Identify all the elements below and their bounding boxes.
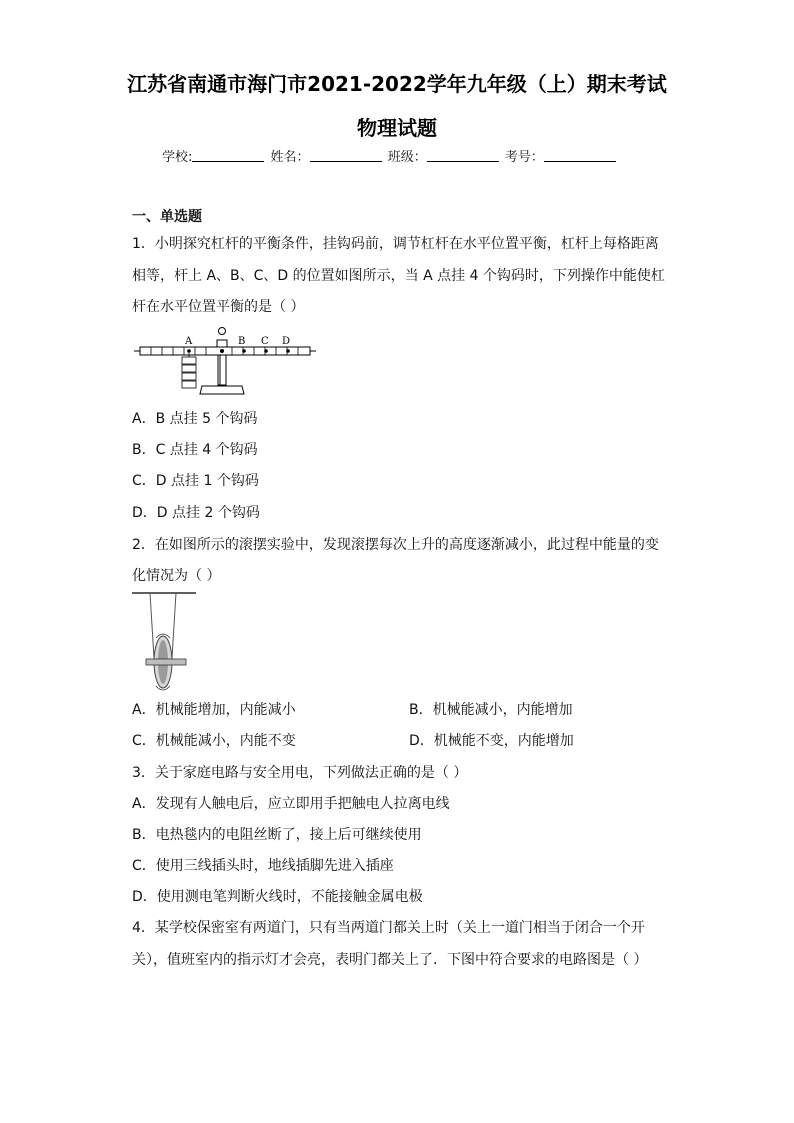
q3-option-c: C．使用三线插头时，地线插脚先进入插座 xyxy=(132,858,394,874)
exam-subject-title: 物理试题 xyxy=(357,116,437,140)
school-label: 学校: xyxy=(162,150,193,165)
class-label: 班级： xyxy=(387,150,427,165)
q1-option-c: C．D 点挂 1 个钩码 xyxy=(132,473,259,489)
lever-figure xyxy=(132,324,317,396)
lever-label-d: D xyxy=(282,336,291,347)
q4-line-2: 关），值班室内的指示灯才会亮，表明门都关上了．下图中符合要求的电路图是（ ） xyxy=(132,952,648,968)
q3-option-d: D．使用测电笔判断火线时，不能接触金属电极 xyxy=(132,889,423,905)
q1-option-a: A．B 点挂 5 个钩码 xyxy=(132,411,258,427)
name-label: 姓名： xyxy=(270,150,310,165)
q3-option-b: B．电热毯内的电阻丝断了，接上后可继续使用 xyxy=(132,827,422,843)
q2-option-b: B．机械能减小，内能增加 xyxy=(409,702,573,718)
q1-option-d: D．D 点挂 2 个钩码 xyxy=(132,505,260,521)
q4-line-1: 4．某学校保密室有两道门，只有当两道门都关上时（关上一道门相当于闭合一个开 xyxy=(132,920,645,936)
q2-line-1: 2．在如图所示的滚摆实验中，发现滚摆每次上升的高度逐渐减小，此过程中能量的变 xyxy=(132,537,659,553)
q2-line-2: 化情况为（ ） xyxy=(132,568,221,584)
q2-option-c: C．机械能减小，内能不变 xyxy=(132,733,296,749)
q2-option-a: A．机械能增加，内能减小 xyxy=(132,702,296,718)
exam-no-blank xyxy=(544,149,616,162)
exam-title: 江苏省南通市海门市2021-2022学年九年级（上）期末考试 xyxy=(127,72,667,96)
name-blank xyxy=(310,149,382,162)
q1-line-1: 1．小明探究杠杆的平衡条件，挂钩码前，调节杠杆在水平位置平衡，杠杆上每格距离 xyxy=(132,236,659,252)
school-blank xyxy=(192,149,264,162)
lever-label-a: A xyxy=(185,336,193,347)
q1-line-3: 杆在水平位置平衡的是（ ） xyxy=(132,299,305,315)
q1-line-2: 相等，杆上 A、B、C、D 的位置如图所示，当 A 点挂 4 个钩码时，下列操作中能使杠 xyxy=(132,268,665,284)
exam-no-label: 考号： xyxy=(504,150,544,165)
wheel-axle xyxy=(146,659,186,665)
lever-stand xyxy=(200,355,244,394)
q2-option-d: D．机械能不变，内能增加 xyxy=(409,733,574,749)
lever-label-b: B xyxy=(238,336,246,347)
lever-label-c: C xyxy=(261,336,269,347)
class-blank xyxy=(427,149,499,162)
pivot-block xyxy=(217,340,227,347)
section-title: 一、单选题 xyxy=(132,209,202,225)
student-info-line xyxy=(162,146,618,165)
q1-option-b: B．C 点挂 4 个钩码 xyxy=(132,442,258,458)
pivot-knob xyxy=(219,328,226,335)
q3-option-a: A．发现有人触电后，应立即用手把触电人拉离电线 xyxy=(132,796,450,812)
hook-weights xyxy=(182,353,196,388)
maxwell-wheel-figure xyxy=(132,590,198,694)
q3-line-1: 3．关于家庭电路与安全用电，下列做法正确的是（ ） xyxy=(132,765,468,781)
